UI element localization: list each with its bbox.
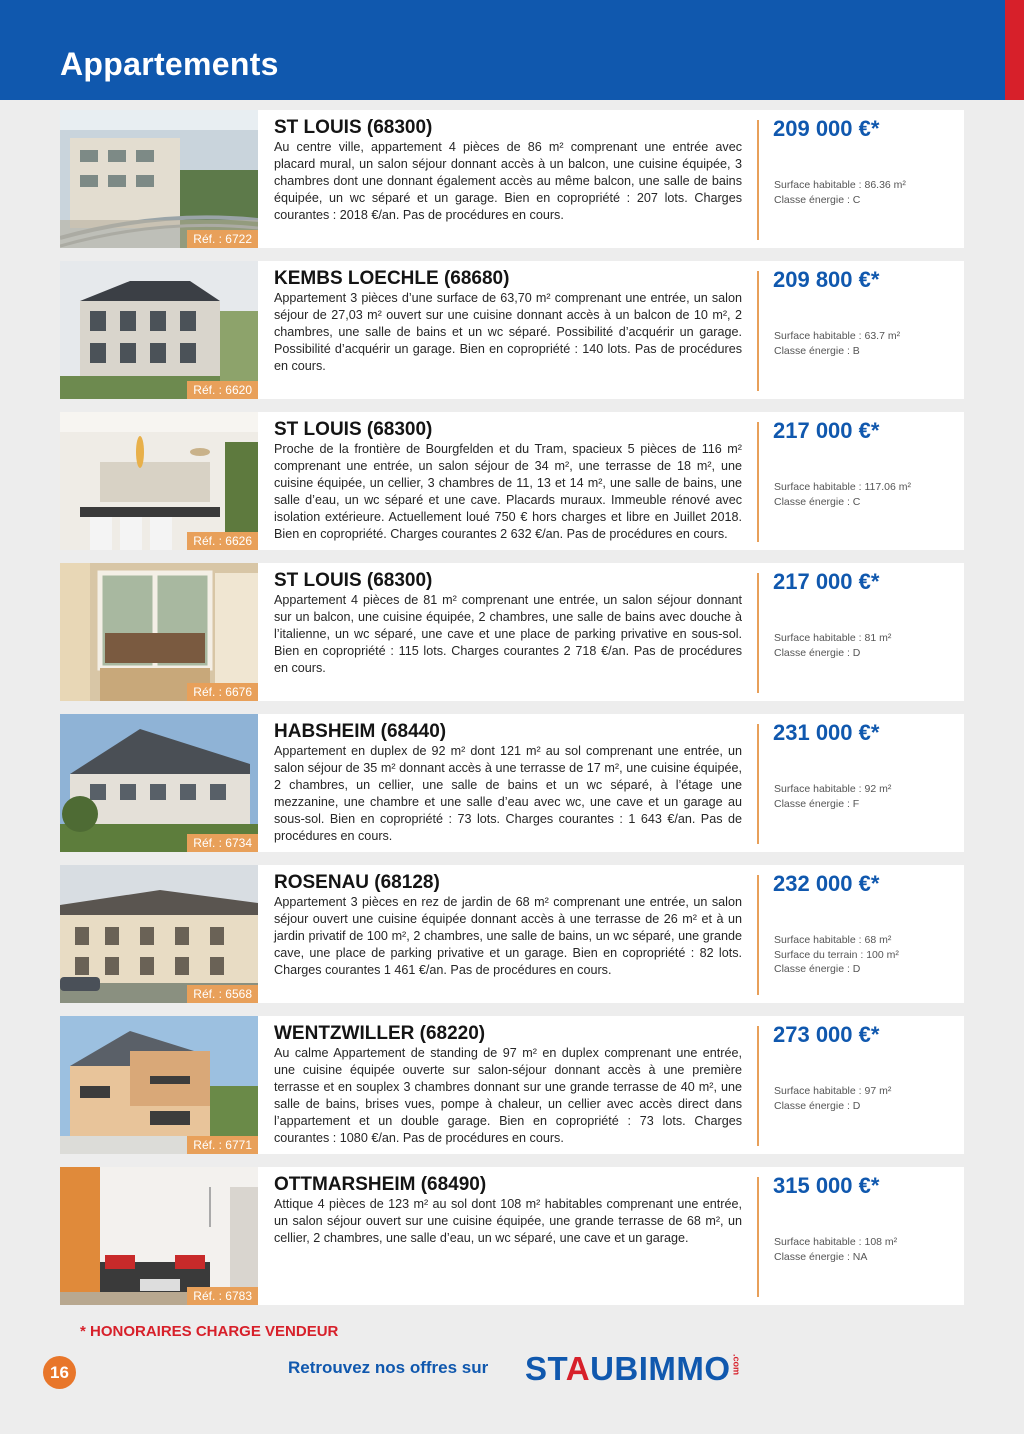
listing-specs <box>774 1084 891 1113</box>
listing-divider <box>757 271 759 391</box>
listing-divider <box>757 1177 759 1297</box>
listing-description: Appartement 3 pièces en rez de jardin de 68 m² comprenant une entrée, un salon séjour ouvert une cuisine équipée donnant accès à une terrasse de 26 m² et à un jardin privatif de 100 m², 2 chambres, une salle de bains, un wc séparé, une grande cave, une place de parking privative et un garage. Bien en copropriété : 82 lots. Charges courantes 1 461 €/an. Pas de procédures en cours. <box>274 895 742 977</box>
living-room-photo[interactable] <box>60 1167 258 1305</box>
staubimmo-logo[interactable] <box>525 1350 742 1388</box>
listing-specs <box>774 480 911 509</box>
spec-line: Surface habitable : 117.06 m² <box>774 481 911 493</box>
spec-line: Surface habitable : 97 m² <box>774 1085 892 1097</box>
logo-wordmark: STAUBIMMO <box>525 1350 731 1387</box>
listing-content <box>274 1023 742 1147</box>
listing-card[interactable] <box>60 714 964 852</box>
spec-line: Classe énergie : D <box>774 646 861 659</box>
listing-card[interactable] <box>60 1167 964 1305</box>
spec-line: Surface habitable : 68 m² <box>774 934 892 946</box>
listing-ref: Réf. : 6722 <box>187 230 258 248</box>
listing-description: Attique 4 pièces de 123 m² au sol dont 108 m² habitables comprenant une entrée, un salon séjour ouvert sur une cuisine équipée, une grande terrasse de 68 m², un cellier, 2 chambres, une salle d’eau, un wc séparé, une cave et un garage. <box>274 1197 742 1245</box>
listing-specs <box>774 329 900 358</box>
listing-ref: Réf. : 6626 <box>187 532 258 550</box>
logo-com: .com <box>731 1354 742 1376</box>
listing-divider <box>757 1026 759 1146</box>
listing-description: Proche de la frontière de Bourgfelden et du Tram, spacieux 5 pièces de 116 m² comprenant une entrée, un salon séjour de 34 m², une terrasse de 18 m², une cuisine équipée, un cellier, 3 chambres de 11, 13 et 14 m², une salle de bains, une salle d’eau, un wc séparé et une cave. Placards muraux. Immeuble rénové avec isolation extérieure. Actuellement loué 750 € hors charges et libre en Juillet 2018. Bien en copropriété. Charges courantes 2 632 €/an. Pas de procédures en cours. <box>274 442 742 541</box>
spec-line: Classe énergie : F <box>774 797 860 810</box>
residence-photo[interactable] <box>60 865 258 1003</box>
page-title: Appartements <box>60 46 279 82</box>
listing-ref: Réf. : 6771 <box>187 1136 258 1154</box>
listing-card[interactable] <box>60 412 964 550</box>
listing-content <box>274 570 742 677</box>
listing-specs <box>774 178 906 207</box>
listing-price: 209 800 €* <box>773 267 880 292</box>
listing-divider <box>757 724 759 844</box>
listing-card[interactable] <box>60 865 964 1003</box>
listing-content <box>274 268 742 375</box>
listing-specs <box>774 782 891 811</box>
listing-card[interactable] <box>60 110 964 248</box>
spec-line: Classe énergie : D <box>774 1099 861 1112</box>
listing-description: Appartement 3 pièces d’une surface de 63,70 m² comprenant une entrée, un salon séjour de 27,03 m² ouvert sur une cuisine donnant accès à un balcon de 10 m², 2 chambres, une salle de bains et un wc séparé. Possibilité d’acquérir un garage. Possibilité d’acquérir un garage. Bien en copropriété : 140 lots. Pas de procédures en cours. <box>274 291 742 373</box>
listing-price: 217 000 €* <box>773 418 880 443</box>
spec-line: Classe énergie : C <box>774 193 861 206</box>
spec-line: Surface habitable : 63.7 m² <box>774 330 901 342</box>
modern-house-photo[interactable] <box>60 1016 258 1154</box>
listing-content <box>274 721 742 845</box>
spec-line: Surface habitable : 92 m² <box>774 783 892 795</box>
listing-description: Appartement en duplex de 92 m² dont 121 m² au sol comprenant une entrée, un salon séjour de 35 m² donnant accès à une terrasse de 17 m², une cuisine équipée, 2 chambres, un cellier, une salle de bains et un wc séparé, à l’étage une mezzanine, une chambre et une salle d’eau avec wc, une cave et un garage au sous-sol. Bien en copropriété : 73 lots. Charges courantes : 1 643 €/an. Pas de procédures en cours. <box>274 744 742 843</box>
listing-price: 217 000 €* <box>773 569 880 594</box>
listing-divider <box>757 573 759 693</box>
listing-price: 273 000 €* <box>773 1022 880 1047</box>
listing-card[interactable] <box>60 563 964 701</box>
listing-ref: Réf. : 6620 <box>187 381 258 399</box>
building-roof-photo[interactable] <box>60 714 258 852</box>
spec-line: Surface du terrain : 100 m² <box>774 948 899 961</box>
apartment-balcony-photo[interactable] <box>60 110 258 248</box>
listing-price: 315 000 €* <box>773 1173 880 1198</box>
listing-title[interactable]: ST LOUIS (68300) <box>274 570 433 591</box>
listing-card[interactable] <box>60 1016 964 1154</box>
listing-price: 232 000 €* <box>773 871 880 896</box>
listing-price: 209 000 €* <box>773 116 880 141</box>
window-balcony-photo[interactable] <box>60 563 258 701</box>
header-red-band <box>1005 0 1024 100</box>
spec-line: Classe énergie : NA <box>774 1250 868 1263</box>
listing-content <box>274 872 742 979</box>
listing-price: 231 000 €* <box>773 720 880 745</box>
page-number: 16 <box>43 1356 76 1389</box>
listing-title[interactable]: OTTMARSHEIM (68490) <box>274 1174 487 1195</box>
listing-title[interactable]: KEMBS LOECHLE (68680) <box>274 268 510 289</box>
listing-specs <box>774 631 891 660</box>
listing-content <box>274 1174 742 1247</box>
listing-title[interactable]: ROSENAU (68128) <box>274 872 440 893</box>
listings <box>60 110 964 1318</box>
page-header <box>0 0 1024 100</box>
dining-room-photo[interactable] <box>60 412 258 550</box>
listing-divider <box>757 120 759 240</box>
listing-specs <box>774 933 899 977</box>
spec-line: Surface habitable : 81 m² <box>774 632 892 644</box>
spec-line: Classe énergie : D <box>774 963 861 975</box>
listing-ref: Réf. : 6734 <box>187 834 258 852</box>
listing-title[interactable]: WENTZWILLER (68220) <box>274 1023 486 1044</box>
spec-line: Classe énergie : B <box>774 344 860 357</box>
listing-description: Appartement 4 pièces de 81 m² comprenant une entrée, un salon séjour donnant sur un balcon, une cuisine équipée, 2 chambres, une salle de bains avec douche à l’italienne, un wc séparé, une cave et une place de parking privative en sous-sol. Bien en copropriété : 115 lots. Charges courantes 2 718 €/an. Pas de procédures en cours. <box>274 593 742 675</box>
listing-divider <box>757 875 759 995</box>
spec-line: Surface habitable : 86.36 m² <box>774 179 906 191</box>
listing-title[interactable]: HABSHEIM (68440) <box>274 721 447 742</box>
listing-ref: Réf. : 6568 <box>187 985 258 1003</box>
listing-divider <box>757 422 759 542</box>
listing-description: Au centre ville, appartement 4 pièces de 86 m² comprenant une entrée avec placard mural, un salon séjour donnant accès à un balcon, une cuisine équipée, 3 chambres dont une donnant également accès au même balcon, une salle de bains équipée, un wc séparé et un garage. Bien en copropriété : 207 lots. Charges courantes : 2018 €/an. Pas de procédures en cours. <box>274 140 742 222</box>
listing-card[interactable] <box>60 261 964 399</box>
listing-content <box>274 117 742 224</box>
spec-line: Surface habitable : 108 m² <box>774 1236 898 1248</box>
listing-specs <box>774 1235 897 1264</box>
footer-tagline: Retrouvez nos offres sur <box>288 1358 489 1377</box>
spec-line: Classe énergie : C <box>774 495 861 508</box>
listing-content <box>274 419 742 543</box>
fees-note: * HONORAIRES CHARGE VENDEUR <box>80 1323 339 1340</box>
listing-title[interactable]: ST LOUIS (68300) <box>274 419 433 440</box>
listing-ref: Réf. : 6676 <box>187 683 258 701</box>
listing-description: Au calme Appartement de standing de 97 m² en duplex comprenant une entrée, une cuisine équipée ouverte sur salon-séjour donnant accès à une première terrasse et en souplex 3 chambres donnant sur une grande terrasse de 40 m², une salle de bains, brises vues, pompe à chaleur, un cellier avec accès direct dans l’appartement et un double garage. Bien en copropriété : 73 lots. Charges courantes : 1080 €/an. Pas de procédures en cours. <box>274 1046 742 1145</box>
listing-ref: Réf. : 6783 <box>187 1287 258 1305</box>
building-exterior-photo[interactable] <box>60 261 258 399</box>
listing-title[interactable]: ST LOUIS (68300) <box>274 117 433 138</box>
